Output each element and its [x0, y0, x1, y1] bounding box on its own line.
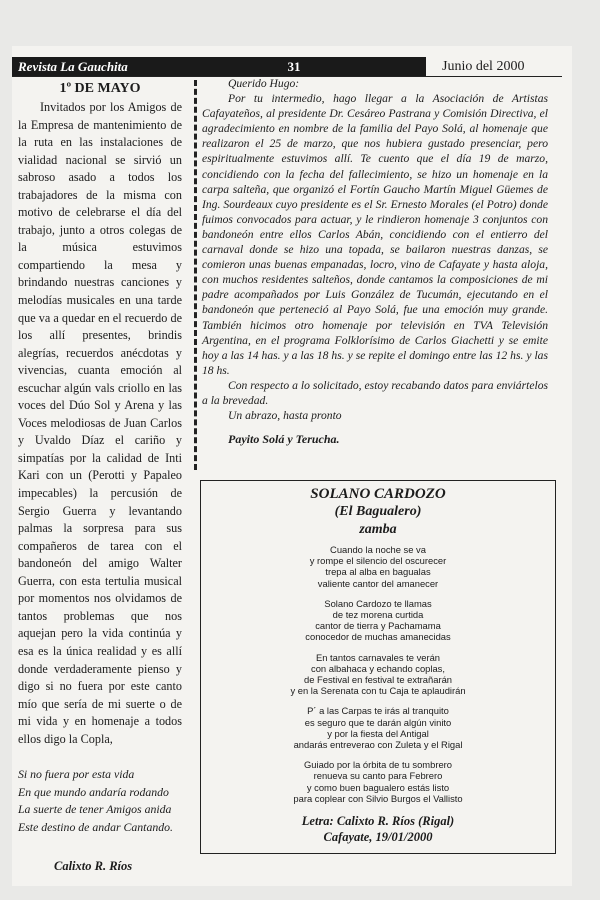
article-signature: Calixto R. Ríos [54, 859, 133, 874]
verse [201, 544, 555, 589]
verse [201, 652, 555, 697]
zamba-box [200, 480, 556, 854]
verse-line: andarás entreverao con Zuleta y el Rigal [293, 739, 463, 751]
poem-line: Este destino de andar Cantando. [18, 819, 173, 834]
article-column [18, 80, 182, 876]
verse-line: renueva su canto para Febrero [313, 770, 443, 782]
page-number: 31 [162, 57, 426, 76]
verse-line: de Festival en festival te extrañarán [304, 674, 452, 686]
verse-line: de tez morena curtida [332, 609, 424, 621]
article-title: 1º DE MAYO [59, 81, 141, 96]
column-divider [194, 80, 197, 470]
letter-closing: Un abrazo, hasta pronto [228, 409, 342, 423]
verse [201, 759, 555, 804]
zamba-title: SOLANO CARDOZO [310, 486, 446, 502]
poem-line: La suerte de tener Amigos anida [18, 802, 172, 817]
magazine-name: Revista La Gauchita [12, 57, 162, 76]
verse [201, 598, 555, 643]
letter-column [202, 76, 548, 447]
zamba-subtitle: (El Bagualero) [334, 504, 422, 519]
verse-line: y como buen bagualero estás listo [306, 781, 450, 793]
zamba-genre: zamba [359, 522, 397, 537]
verse-line: con albahaca y echando coplas, [311, 662, 445, 674]
letter-signature: Payito Solá y Terucha. [228, 432, 340, 447]
verse-line: Guiado por la órbita de tu sombrero [304, 759, 452, 771]
article-body: Invitados por los Amigos de la Empresa de mantenimiento de la ruta en las instalaciones de vialidad nacional se sirvió un sabroso asado a todos los trabajadores de la misma con motivo de celebrarse el día del trabajo, junto a otros colegas de la música estuvimos compartiendo la mesa y brindando nuestras canciones y melodías musicales en una tarde que va a quedar en el recuerdo de los allí presentes, brindis alegrías, recuerdos anécdotas y vivencias, cuanta emoción al escuchar algún vals criollo en las voces del Dúo Sol y Arena y las Voces melodiosas de Juan Carlos y Uvaldo Díaz el cariño y simpatías por la calidad de Inti Kari con un (Perotti y Papaleo impecables) la percusión de Sergio Guerra y levantando palmas la sorpresa para sus compañeros de tarea con el bandoneón del amigo Walter Guerra, con esta tertulia musical por momentos nos olvidamos de tantos problemas que nos aquejan pero la vida continúa y esa es la única realidad y es allí donde verdaderamente pienso y digo si no fuera por este canto mío que sería de mi suerte o de mi vida y en homenaje a todos ellos digo la Copla, [18, 100, 182, 746]
verse-line: trepa al alba en bagualas [325, 566, 431, 578]
poem-line: Si no fuera por esta vida [18, 767, 135, 782]
letter-paragraph: Por tu intermedio, hago llegar a la Asociación de Artistas Cafayateños, al presidente Dr. Cesáreo Pastrana y Comisión Directiva, el agradecimiento en nombre de la familia del Payo Solá, al homenaje que realizaron el 25 de marzo, que nos hubiera gustado presenciar, pero espiritualmente estuvimos allí. Te cuento que el día 19 de marzo, concidiendo con la fecha del fallecimiento, se hizo un homenaje en la carpa salteña, que organizó el Fortín Gaucho Martín Miguel Güemes de Ing. Sourdeaux cuyo presidente es el Sr. Ernesto Morales (el Potro) donde fuimos convocados para actuar, y le rindieron homenaje 3 conjuntos con bandoneón entre ellos Carlos Abán, concidiendo con el entierro del carnaval donde se hizo una topada, se bailaron nuestras danzas, se comieron unas buenas empanadas, locro, vino de Cafayate y hasta aloja, con muchos residentes salteños, donde cantamos la composiciones de mi padre acompañados por Luis González de Tucumán, ejecutando en el bandoneón que perteneció al Payo Solá, fue una emoción muy grande. También hicimos otro homenaje por televisión en TVA Televisión Argentina, en el programa Folklorísimo de Carlos Giachetti y se emite hoy a las 14 has. y a las 18 hs. y se repite el domingo entre las 12 hs. y las 18 hs. [202, 92, 548, 377]
verse-line: conocedor de muchas amanecidas [305, 631, 451, 643]
letter-greeting: Querido Hugo: [228, 77, 300, 90]
verse-line: y rompe el silencio del oscurecer [309, 555, 447, 567]
copla-poem [18, 766, 182, 836]
verse-line: En tantos carnavales te verán [315, 651, 441, 663]
page-header [12, 57, 562, 77]
verse-line: Solano Cardozo te llamas [324, 597, 432, 609]
poem-line: En que mundo andaría rodando [18, 784, 169, 799]
verse-line: P´ a las Carpas te irás al tranquito [307, 705, 449, 717]
verse-line: Cuando la noche se va [330, 544, 426, 555]
issue-date: Junio del 2000 [442, 59, 525, 74]
place-date: Cafayate, 19/01/2000 [323, 830, 433, 845]
verse-line: para coplear con Silvio Burgos el Vallisto [293, 792, 463, 804]
verse [201, 705, 555, 750]
lyrics-credit: Letra: Calixto R. Ríos (Rigal) [301, 814, 455, 829]
verse-line: y en la Serenata con tu Caja te aplaudirán [290, 685, 466, 697]
verse-line: valiente cantor del amanecer [317, 577, 439, 589]
verse-line: es seguro que te darán algún vinito [304, 716, 452, 728]
zamba-verses [201, 544, 555, 804]
verse-line: y por la fiesta del Antigal [327, 727, 429, 739]
letter-paragraph: Con respecto a lo solicitado, estoy recabando datos para enviártelos a la brevedad. [202, 378, 548, 407]
verse-line: cantor de tierra y Pachamama [315, 620, 441, 632]
